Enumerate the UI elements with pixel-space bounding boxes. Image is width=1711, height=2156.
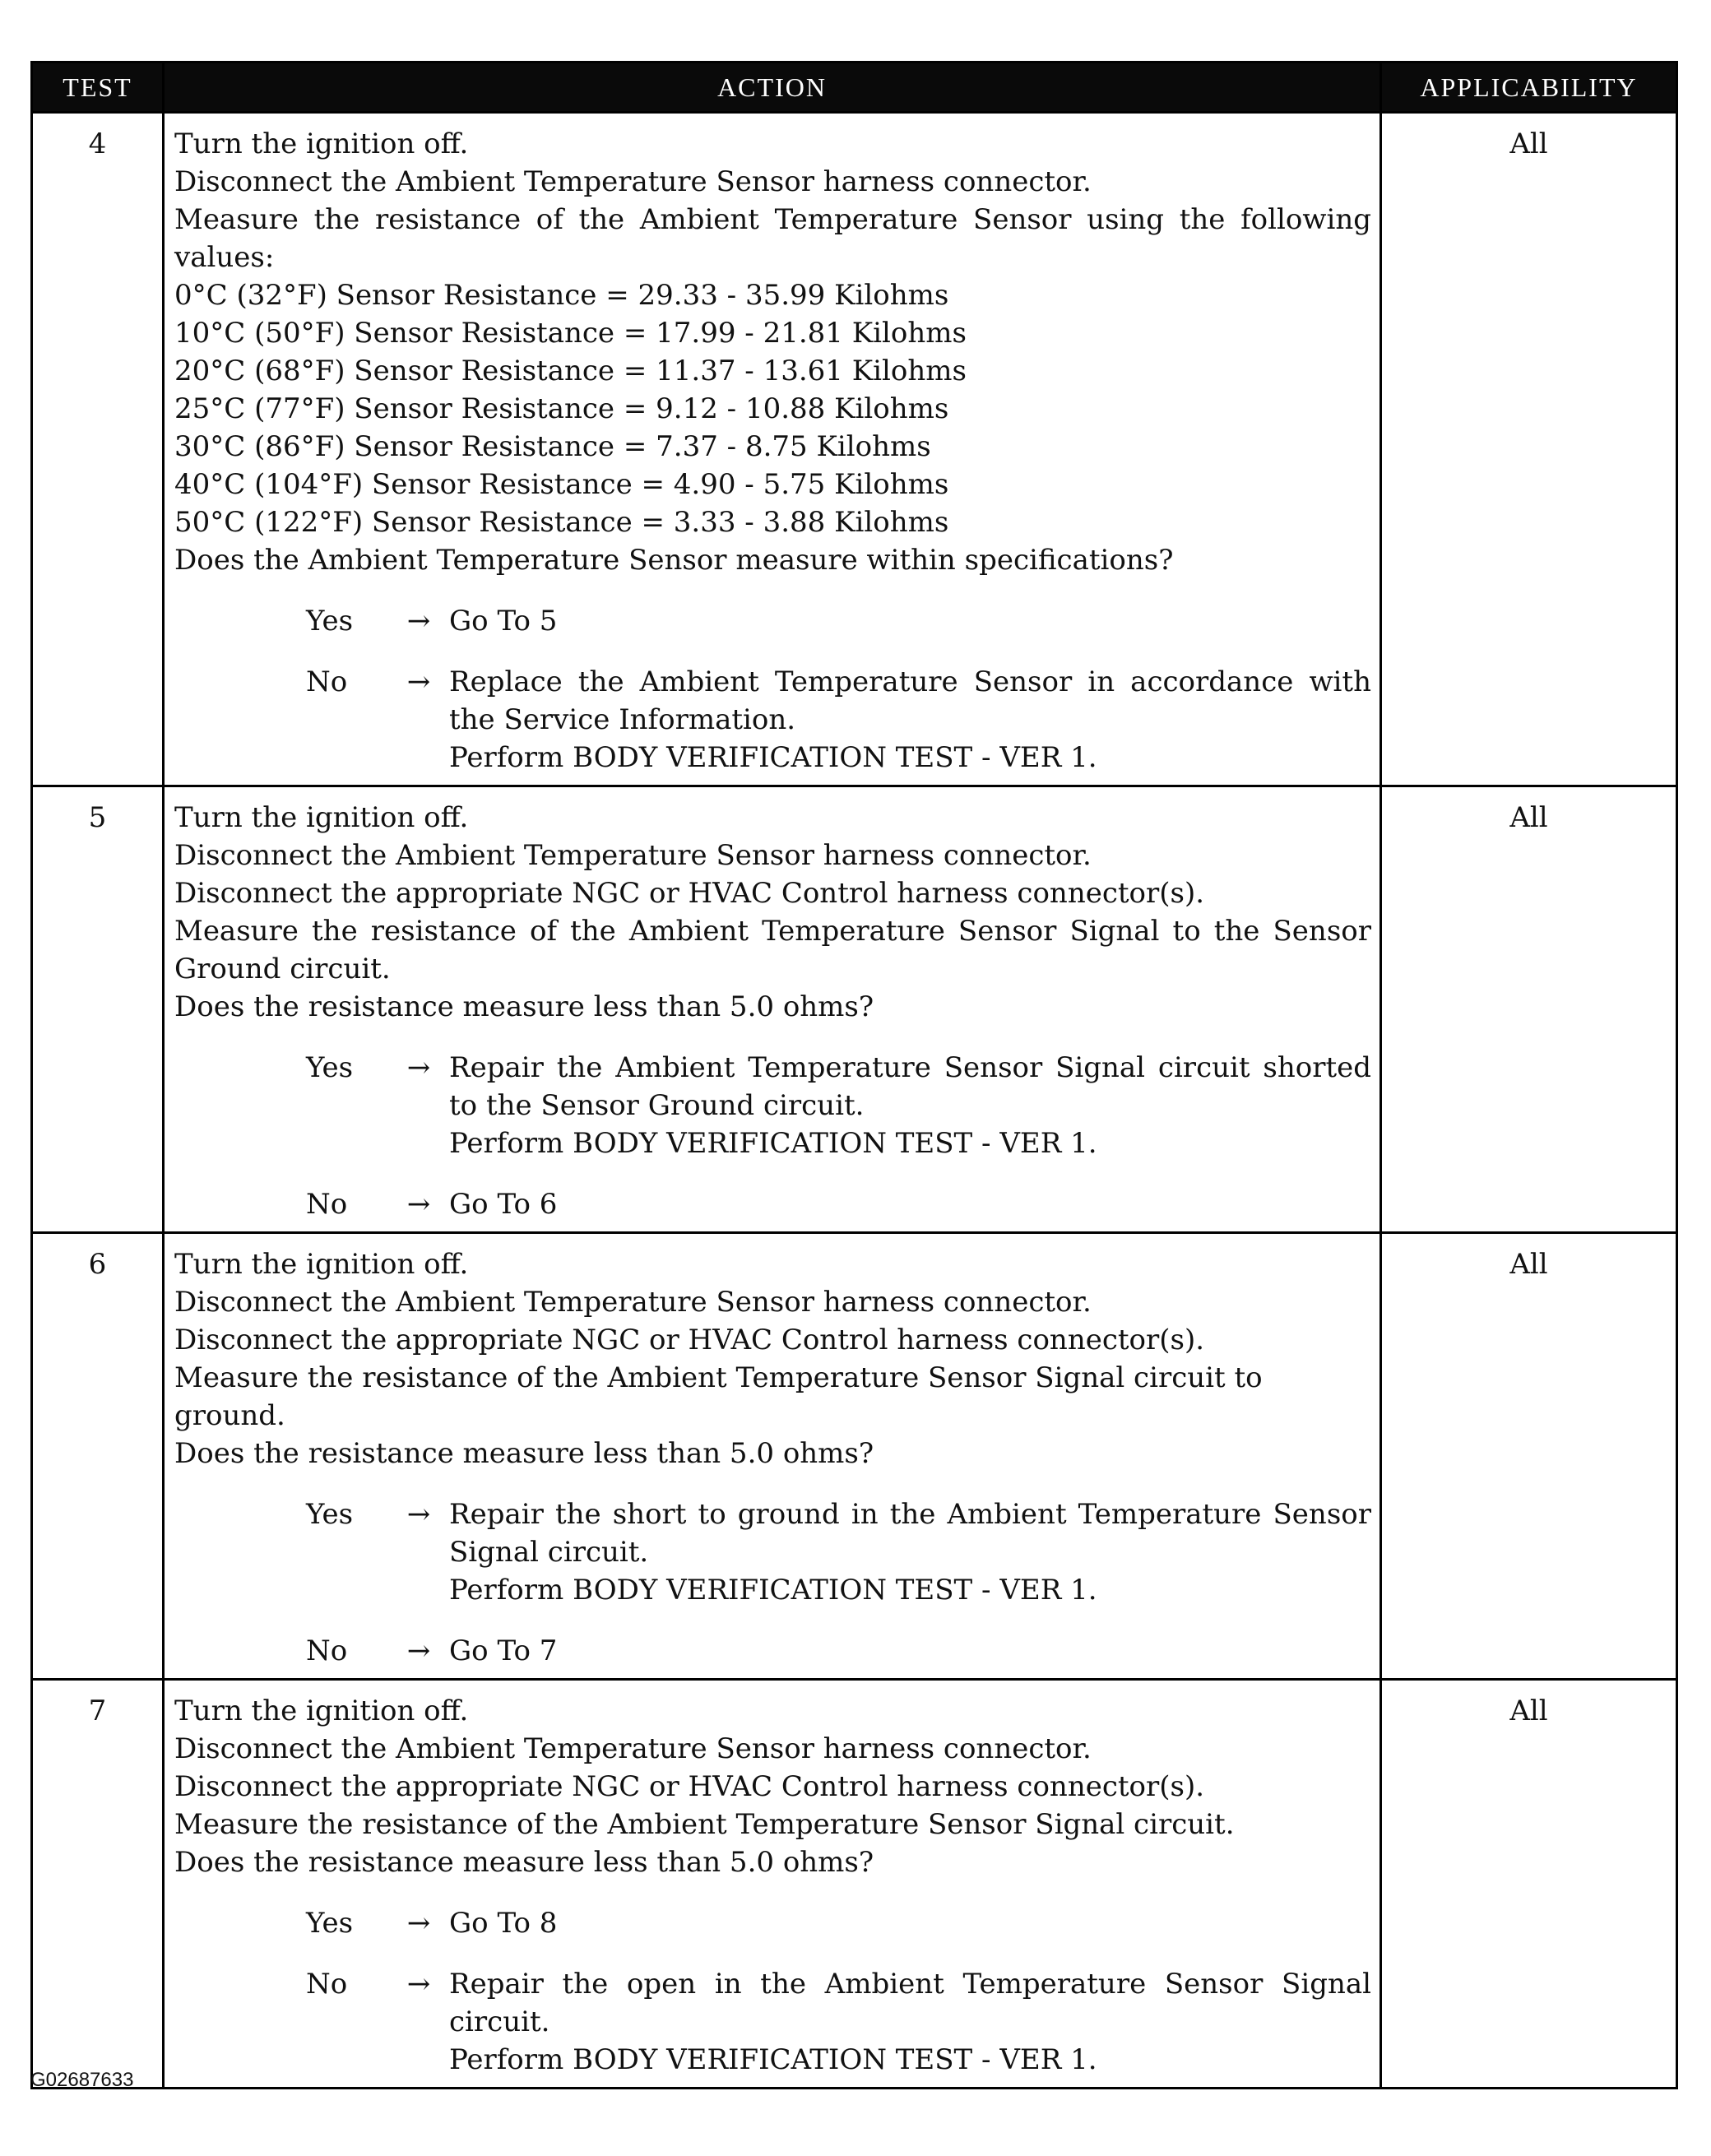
figure-id: G02687633 (30, 2069, 134, 2091)
go-to-link[interactable]: Go To 5 (449, 605, 558, 638)
diagnostic-test-table (30, 61, 1678, 2089)
verification-instruction: Perform BODY VERIFICATION TEST - VER 1. (449, 2043, 1097, 2076)
yes-result (449, 1495, 1371, 1609)
action-line: Disconnect the Ambient Temperature Sensor harness connector. (174, 839, 1092, 872)
test-action (164, 1233, 1381, 1680)
yes-result (449, 1904, 1371, 1942)
action-line: Measure the resistance of the Ambient Temperature Sensor Signal circuit to ground. (174, 1361, 1263, 1432)
action-line: Disconnect the Ambient Temperature Sensor harness connector. (174, 1286, 1092, 1319)
resistance-spec-line: 20°C (68°F) Sensor Resistance = 11.37 - 13.61 Kilohms (174, 355, 967, 387)
table-header-row (32, 63, 1677, 113)
yes-result-text: Repair the Ambient Temperature Sensor Signal circuit shorted to the Sensor Ground circuit. (449, 1051, 1371, 1122)
action-line: Measure the resistance of the Ambient Temperature Sensor Signal to the Sensor Ground circuit. (174, 915, 1371, 985)
header-action: ACTION (164, 63, 1381, 113)
test-action (164, 1680, 1381, 2089)
test-applicability: All (1381, 786, 1677, 1233)
action-line: Turn the ignition off. (174, 801, 469, 834)
no-result-text: Repair the open in the Ambient Temperature Sensor Signal circuit. (449, 1968, 1371, 2038)
go-to-link[interactable]: Go To 7 (449, 1634, 558, 1667)
question-line: Does the Ambient Temperature Sensor measure within specifications? (174, 544, 1174, 577)
header-applicability: APPLICABILITY (1381, 63, 1677, 113)
yes-label: Yes (306, 1498, 354, 1531)
header-test: TEST (32, 63, 164, 113)
yes-result (449, 1049, 1371, 1162)
right-arrow-icon: → (406, 1051, 431, 1084)
verification-instruction: Perform BODY VERIFICATION TEST - VER 1. (449, 1127, 1097, 1160)
no-answer (174, 1632, 1371, 1670)
yes-label: Yes (306, 1907, 354, 1940)
action-line: Turn the ignition off. (174, 1695, 469, 1727)
no-label: No (306, 1634, 348, 1667)
resistance-spec-line: 0°C (32°F) Sensor Resistance = 29.33 - 35.99 Kilohms (174, 279, 949, 312)
test-row-5 (32, 786, 1677, 1233)
test-row-6 (32, 1233, 1677, 1680)
test-applicability: All (1381, 113, 1677, 786)
yes-result (449, 602, 1371, 640)
right-arrow-icon: → (406, 1968, 431, 2001)
test-action (164, 113, 1381, 786)
resistance-spec-line: 30°C (86°F) Sensor Resistance = 7.37 - 8.75 Kilohms (174, 430, 931, 463)
question-line: Does the resistance measure less than 5.0 ohms? (174, 1846, 874, 1879)
diagnostic-table-page (30, 61, 1676, 2089)
test-number: 6 (32, 1233, 164, 1680)
right-arrow-icon: → (406, 1498, 431, 1531)
no-answer (174, 1965, 1371, 2079)
no-label: No (306, 1968, 348, 2001)
action-line: Turn the ignition off. (174, 1248, 469, 1281)
test-applicability: All (1381, 1233, 1677, 1680)
right-arrow-icon: → (406, 665, 431, 698)
test-number: 7 (32, 1680, 164, 2089)
test-applicability: All (1381, 1680, 1677, 2089)
right-arrow-icon: → (406, 1907, 431, 1940)
resistance-spec-line: 25°C (77°F) Sensor Resistance = 9.12 - 10.88 Kilohms (174, 392, 949, 425)
verification-instruction: Perform BODY VERIFICATION TEST - VER 1. (449, 741, 1097, 774)
no-result (449, 663, 1371, 777)
yes-result-text: Repair the short to ground in the Ambient Temperature Sensor Signal circuit. (449, 1498, 1371, 1569)
question-line: Does the resistance measure less than 5.0 ohms? (174, 990, 874, 1023)
no-label: No (306, 665, 348, 698)
go-to-link[interactable]: Go To 8 (449, 1907, 558, 1940)
no-result (449, 1965, 1371, 2079)
question-line: Does the resistance measure less than 5.0 ohms? (174, 1437, 874, 1470)
right-arrow-icon: → (406, 1634, 431, 1667)
resistance-spec-line: 10°C (50°F) Sensor Resistance = 17.99 - 21.81 Kilohms (174, 317, 967, 350)
no-result (449, 1185, 1371, 1223)
no-answer (174, 663, 1371, 777)
right-arrow-icon: → (406, 605, 431, 638)
action-line: Measure the resistance of the Ambient Temperature Sensor Signal circuit. (174, 1808, 1235, 1841)
action-line: Disconnect the appropriate NGC or HVAC Control harness connector(s). (174, 1324, 1205, 1356)
test-row-7 (32, 1680, 1677, 2089)
no-answer (174, 1185, 1371, 1223)
test-row-4 (32, 113, 1677, 786)
action-line: Disconnect the Ambient Temperature Sensor harness connector. (174, 165, 1092, 198)
action-line: Disconnect the appropriate NGC or HVAC Control harness connector(s). (174, 1770, 1205, 1803)
resistance-spec-line: 50°C (122°F) Sensor Resistance = 3.33 - 3.88 Kilohms (174, 506, 949, 539)
action-line: Disconnect the appropriate NGC or HVAC Control harness connector(s). (174, 877, 1205, 910)
test-number: 4 (32, 113, 164, 786)
right-arrow-icon: → (406, 1188, 431, 1221)
no-label: No (306, 1188, 348, 1221)
test-action (164, 786, 1381, 1233)
yes-answer (174, 1495, 1371, 1609)
test-number: 5 (32, 786, 164, 1233)
action-line: Measure the resistance of the Ambient Temperature Sensor using the following values: (174, 203, 1371, 274)
yes-answer (174, 1904, 1371, 1942)
yes-answer (174, 602, 1371, 640)
resistance-spec-line: 40°C (104°F) Sensor Resistance = 4.90 - 5.75 Kilohms (174, 468, 949, 501)
action-line: Turn the ignition off. (174, 128, 469, 160)
yes-label: Yes (306, 1051, 354, 1084)
no-result-text: Replace the Ambient Temperature Sensor in accordance with the Service Information. (449, 665, 1371, 736)
yes-answer (174, 1049, 1371, 1162)
verification-instruction: Perform BODY VERIFICATION TEST - VER 1. (449, 1574, 1097, 1607)
no-result (449, 1632, 1371, 1670)
yes-label: Yes (306, 605, 354, 638)
go-to-link[interactable]: Go To 6 (449, 1188, 558, 1221)
action-line: Disconnect the Ambient Temperature Sensor harness connector. (174, 1732, 1092, 1765)
